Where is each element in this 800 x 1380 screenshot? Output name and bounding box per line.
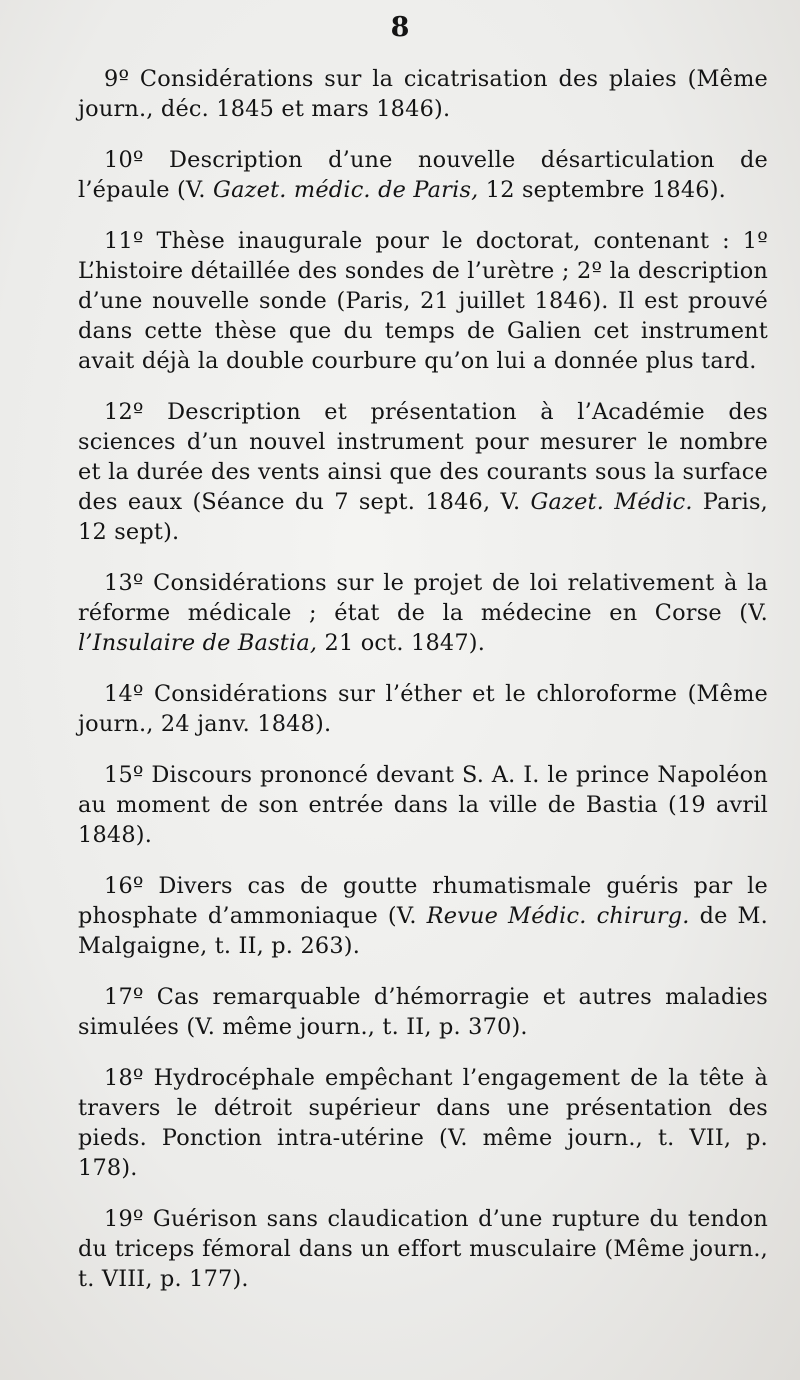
entry-text: 13º Considérations sur le projet de loi relativement à la réforme médicale ; état de la médecine en Corse (V. — [78, 570, 768, 626]
list-item — [78, 64, 768, 124]
entry-text: 11º Thèse inaugurale pour le doctorat, contenant : 1º L’histoire détaillée des sondes de l’urètre ; 2º la description d’une nouvelle sonde (Paris, 21 juillet 1846). Il est prouvé dans cette thèse que du temps de Galien cet instrument avait déjà la double courbure qu’on lui a donnée plus tard. — [78, 228, 768, 374]
journal-title: Revue Médic. chirurg. — [426, 903, 690, 929]
publication-list — [78, 64, 768, 1315]
entry-text: 18º Hydrocéphale empêchant l’engagement de la tête à travers le détroit supérieur dans une présentation des pieds. Ponction intra-utérine (V. même journ., t. VII, p. 178). — [78, 1065, 768, 1181]
entry-text: 19º Guérison sans claudication d’une rupture du tendon du triceps fémoral dans un effort musculaire (Même journ., t. VIII, p. 177). — [78, 1206, 768, 1292]
entry-text: 9º Considérations sur la cicatrisation des plaies (Même journ., déc. 1845 et mars 1846). — [78, 66, 768, 122]
entry-text: 16º Divers cas de goutte rhumatismale guéris par le phosphate d’ammoniaque (V. — [78, 873, 768, 929]
list-item — [78, 982, 768, 1042]
entry-text: 14º Considérations sur l’éther et le chloroforme (Même journ., 24 janv. 1848). — [78, 681, 768, 737]
list-item — [78, 226, 768, 376]
entry-text: 15º Discours prononcé devant S. A. I. le prince Napoléon au moment de son entrée dans la ville de Bastia (19 avril 1848). — [78, 762, 768, 848]
entry-text: Paris, 12 sept). — [78, 489, 768, 545]
list-item — [78, 679, 768, 739]
list-item — [78, 568, 768, 658]
entry-text: 12º Description et présentation à l’Académie des sciences d’un nouvel instrument pour mesurer le nombre et la durée des vents ainsi que des courants sous la surface des eaux (Séance du 7 sept. 1846, V. — [78, 399, 768, 515]
list-item — [78, 871, 768, 961]
journal-title: Gazet. Médic. — [530, 489, 693, 515]
page-number: 8 — [390, 12, 410, 43]
journal-title: Gazet. médic. de Paris, — [213, 177, 479, 203]
entry-text: 12 septembre 1846). — [478, 177, 726, 203]
journal-title: l’Insulaire de Bastia, — [78, 630, 318, 656]
list-item — [78, 760, 768, 850]
entry-text: 21 oct. 1847). — [317, 630, 486, 656]
entry-text: de M. Malgaigne, t. II, p. 263). — [78, 903, 769, 959]
entry-text: 17º Cas remarquable d’hémorragie et autres maladies simulées (V. même journ., t. II, p. 370). — [78, 984, 768, 1040]
list-item — [78, 1204, 768, 1294]
list-item — [78, 145, 768, 205]
entry-text: 10º Description d’une nouvelle désarticulation de l’épaule (V. — [78, 147, 768, 203]
list-item — [78, 397, 768, 547]
list-item — [78, 1063, 768, 1183]
